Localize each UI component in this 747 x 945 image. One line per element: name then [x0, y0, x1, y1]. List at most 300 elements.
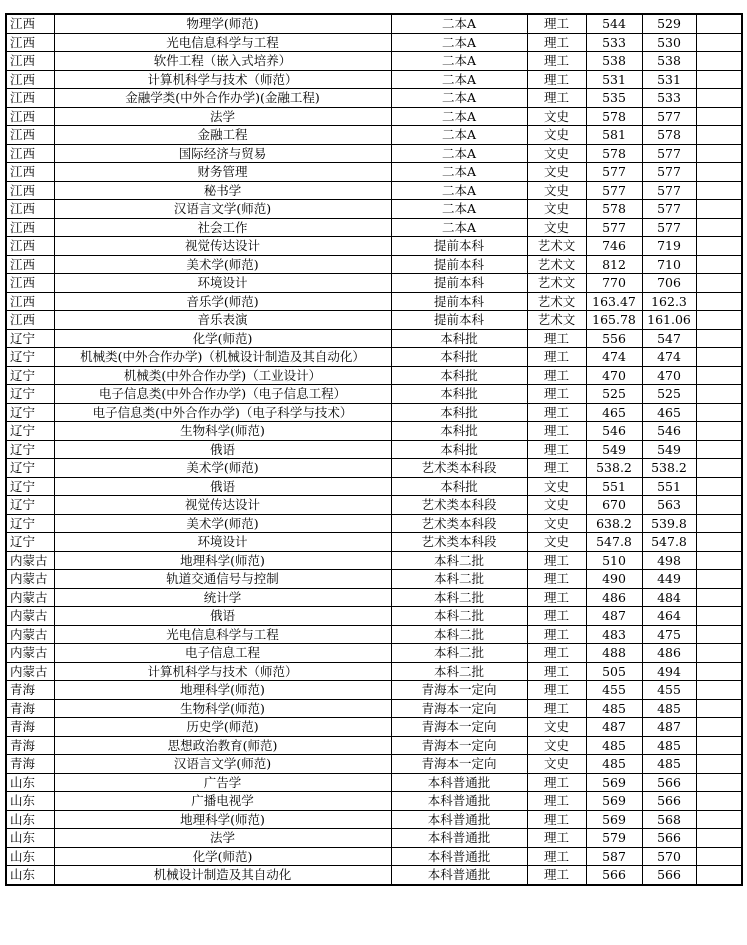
major-cell: 思想政治教育(师范)	[54, 736, 391, 755]
province-cell: 山东	[6, 810, 54, 829]
table-row	[6, 644, 742, 663]
batch-cell: 本科二批	[391, 570, 527, 589]
note-cell	[696, 533, 742, 552]
province-cell: 山东	[6, 866, 54, 885]
note-cell	[696, 311, 742, 330]
province-cell: 江西	[6, 14, 54, 33]
province-cell: 内蒙古	[6, 551, 54, 570]
min-score-cell: 710	[642, 255, 696, 274]
max-score-cell: 569	[586, 792, 642, 811]
min-score-cell: 465	[642, 403, 696, 422]
table-row	[6, 311, 742, 330]
min-score-cell: 485	[642, 736, 696, 755]
min-score-cell: 486	[642, 644, 696, 663]
category-cell: 理工	[527, 662, 586, 681]
major-cell: 俄语	[54, 477, 391, 496]
max-score-cell: 551	[586, 477, 642, 496]
table-row	[6, 681, 742, 700]
table-row	[6, 14, 742, 33]
province-cell: 青海	[6, 718, 54, 737]
province-cell: 江西	[6, 200, 54, 219]
major-cell: 汉语言文学(师范)	[54, 755, 391, 774]
batch-cell: 提前本科	[391, 255, 527, 274]
category-cell: 理工	[527, 644, 586, 663]
province-cell: 江西	[6, 33, 54, 52]
category-cell: 文史	[527, 144, 586, 163]
max-score-cell: 770	[586, 274, 642, 293]
min-score-cell: 577	[642, 107, 696, 126]
min-score-cell: 525	[642, 385, 696, 404]
note-cell	[696, 847, 742, 866]
province-cell: 辽宁	[6, 440, 54, 459]
major-cell: 计算机科学与技术（师范）	[54, 70, 391, 89]
major-cell: 电子信息类(中外合作办学)（电子信息工程）	[54, 385, 391, 404]
note-cell	[696, 755, 742, 774]
major-cell: 金融学类(中外合作办学)(金融工程)	[54, 89, 391, 108]
min-score-cell: 475	[642, 625, 696, 644]
max-score-cell: 670	[586, 496, 642, 515]
batch-cell: 本科批	[391, 477, 527, 496]
batch-cell: 本科二批	[391, 551, 527, 570]
max-score-cell: 577	[586, 163, 642, 182]
note-cell	[696, 681, 742, 700]
batch-cell: 本科普通批	[391, 847, 527, 866]
min-score-cell: 566	[642, 866, 696, 885]
table-row	[6, 422, 742, 441]
major-cell: 地理科学(师范)	[54, 551, 391, 570]
category-cell: 文史	[527, 514, 586, 533]
max-score-cell: 544	[586, 14, 642, 33]
table-row	[6, 459, 742, 478]
table-row	[6, 625, 742, 644]
batch-cell: 青海本一定向	[391, 699, 527, 718]
province-cell: 江西	[6, 89, 54, 108]
table-row	[6, 274, 742, 293]
min-score-cell: 577	[642, 218, 696, 237]
province-cell: 内蒙古	[6, 625, 54, 644]
table-row	[6, 866, 742, 885]
note-cell	[696, 496, 742, 515]
province-cell: 内蒙古	[6, 588, 54, 607]
table-row	[6, 718, 742, 737]
batch-cell: 二本A	[391, 200, 527, 219]
batch-cell: 本科二批	[391, 625, 527, 644]
table-row	[6, 181, 742, 200]
province-cell: 辽宁	[6, 422, 54, 441]
table-row	[6, 385, 742, 404]
batch-cell: 艺术类本科段	[391, 496, 527, 515]
batch-cell: 二本A	[391, 144, 527, 163]
max-score-cell: 549	[586, 440, 642, 459]
max-score-cell: 470	[586, 366, 642, 385]
province-cell: 辽宁	[6, 403, 54, 422]
note-cell	[696, 200, 742, 219]
max-score-cell: 488	[586, 644, 642, 663]
max-score-cell: 546	[586, 422, 642, 441]
note-cell	[696, 588, 742, 607]
province-cell: 辽宁	[6, 514, 54, 533]
min-score-cell: 530	[642, 33, 696, 52]
min-score-cell: 566	[642, 773, 696, 792]
note-cell	[696, 237, 742, 256]
major-cell: 历史学(师范)	[54, 718, 391, 737]
min-score-cell: 547	[642, 329, 696, 348]
major-cell: 化学(师范)	[54, 847, 391, 866]
category-cell: 文史	[527, 477, 586, 496]
min-score-cell: 162.3	[642, 292, 696, 311]
province-cell: 辽宁	[6, 477, 54, 496]
note-cell	[696, 348, 742, 367]
category-cell: 文史	[527, 718, 586, 737]
category-cell: 艺术文	[527, 255, 586, 274]
note-cell	[696, 181, 742, 200]
province-cell: 辽宁	[6, 385, 54, 404]
province-cell: 辽宁	[6, 348, 54, 367]
batch-cell: 提前本科	[391, 292, 527, 311]
table-row	[6, 33, 742, 52]
table-row	[6, 662, 742, 681]
category-cell: 理工	[527, 551, 586, 570]
min-score-cell: 494	[642, 662, 696, 681]
major-cell: 环境设计	[54, 274, 391, 293]
min-score-cell: 485	[642, 755, 696, 774]
major-cell: 软件工程（嵌入式培养）	[54, 52, 391, 71]
major-cell: 广播电视学	[54, 792, 391, 811]
batch-cell: 艺术类本科段	[391, 459, 527, 478]
table-row	[6, 736, 742, 755]
batch-cell: 二本A	[391, 181, 527, 200]
min-score-cell: 531	[642, 70, 696, 89]
max-score-cell: 556	[586, 329, 642, 348]
province-cell: 辽宁	[6, 366, 54, 385]
category-cell: 理工	[527, 440, 586, 459]
batch-cell: 提前本科	[391, 237, 527, 256]
category-cell: 理工	[527, 570, 586, 589]
province-cell: 江西	[6, 163, 54, 182]
note-cell	[696, 274, 742, 293]
batch-cell: 青海本一定向	[391, 736, 527, 755]
category-cell: 理工	[527, 385, 586, 404]
max-score-cell: 587	[586, 847, 642, 866]
min-score-cell: 533	[642, 89, 696, 108]
note-cell	[696, 218, 742, 237]
batch-cell: 本科批	[391, 440, 527, 459]
major-cell: 俄语	[54, 607, 391, 626]
table-row	[6, 348, 742, 367]
category-cell: 理工	[527, 329, 586, 348]
min-score-cell: 578	[642, 126, 696, 145]
major-cell: 视觉传达设计	[54, 496, 391, 515]
max-score-cell: 483	[586, 625, 642, 644]
category-cell: 文史	[527, 200, 586, 219]
major-cell: 金融工程	[54, 126, 391, 145]
batch-cell: 本科批	[391, 366, 527, 385]
category-cell: 理工	[527, 699, 586, 718]
province-cell: 江西	[6, 144, 54, 163]
max-score-cell: 533	[586, 33, 642, 52]
max-score-cell: 538	[586, 52, 642, 71]
max-score-cell: 547.8	[586, 533, 642, 552]
min-score-cell: 538.2	[642, 459, 696, 478]
table-row	[6, 810, 742, 829]
table-row	[6, 496, 742, 515]
major-cell: 化学(师范)	[54, 329, 391, 348]
max-score-cell: 577	[586, 218, 642, 237]
min-score-cell: 538	[642, 52, 696, 71]
max-score-cell: 485	[586, 755, 642, 774]
min-score-cell: 570	[642, 847, 696, 866]
major-cell: 地理科学(师范)	[54, 681, 391, 700]
province-cell: 山东	[6, 773, 54, 792]
admission-scores-table	[5, 13, 743, 886]
category-cell: 理工	[527, 459, 586, 478]
batch-cell: 二本A	[391, 70, 527, 89]
province-cell: 江西	[6, 181, 54, 200]
min-score-cell: 484	[642, 588, 696, 607]
category-cell: 理工	[527, 52, 586, 71]
max-score-cell: 579	[586, 829, 642, 848]
table-row	[6, 126, 742, 145]
batch-cell: 本科普通批	[391, 773, 527, 792]
table-row	[6, 403, 742, 422]
max-score-cell: 531	[586, 70, 642, 89]
max-score-cell: 578	[586, 107, 642, 126]
note-cell	[696, 551, 742, 570]
table-row	[6, 89, 742, 108]
table-row	[6, 163, 742, 182]
major-cell: 轨道交通信号与控制	[54, 570, 391, 589]
category-cell: 文史	[527, 736, 586, 755]
table-row	[6, 773, 742, 792]
major-cell: 秘书学	[54, 181, 391, 200]
major-cell: 广告学	[54, 773, 391, 792]
batch-cell: 本科普通批	[391, 792, 527, 811]
max-score-cell: 812	[586, 255, 642, 274]
category-cell: 艺术文	[527, 274, 586, 293]
major-cell: 社会工作	[54, 218, 391, 237]
note-cell	[696, 662, 742, 681]
min-score-cell: 464	[642, 607, 696, 626]
province-cell: 青海	[6, 681, 54, 700]
batch-cell: 本科批	[391, 385, 527, 404]
category-cell: 理工	[527, 773, 586, 792]
major-cell: 音乐学(师范)	[54, 292, 391, 311]
batch-cell: 二本A	[391, 126, 527, 145]
note-cell	[696, 52, 742, 71]
batch-cell: 本科批	[391, 329, 527, 348]
note-cell	[696, 514, 742, 533]
major-cell: 机械类(中外合作办学)（工业设计）	[54, 366, 391, 385]
min-score-cell: 706	[642, 274, 696, 293]
note-cell	[696, 718, 742, 737]
category-cell: 文史	[527, 107, 586, 126]
table-row	[6, 699, 742, 718]
batch-cell: 本科二批	[391, 662, 527, 681]
table-row	[6, 237, 742, 256]
category-cell: 理工	[527, 403, 586, 422]
table-row	[6, 292, 742, 311]
batch-cell: 提前本科	[391, 274, 527, 293]
max-score-cell: 486	[586, 588, 642, 607]
province-cell: 江西	[6, 255, 54, 274]
category-cell: 理工	[527, 89, 586, 108]
table-row	[6, 829, 742, 848]
max-score-cell: 578	[586, 200, 642, 219]
batch-cell: 青海本一定向	[391, 681, 527, 700]
max-score-cell: 538.2	[586, 459, 642, 478]
major-cell: 物理学(师范)	[54, 14, 391, 33]
max-score-cell: 163.47	[586, 292, 642, 311]
note-cell	[696, 866, 742, 885]
table-row	[6, 366, 742, 385]
batch-cell: 艺术类本科段	[391, 533, 527, 552]
table-row	[6, 533, 742, 552]
province-cell: 山东	[6, 792, 54, 811]
major-cell: 环境设计	[54, 533, 391, 552]
min-score-cell: 161.06	[642, 311, 696, 330]
note-cell	[696, 792, 742, 811]
province-cell: 辽宁	[6, 533, 54, 552]
table-row	[6, 218, 742, 237]
note-cell	[696, 644, 742, 663]
category-cell: 文史	[527, 126, 586, 145]
major-cell: 计算机科学与技术（师范）	[54, 662, 391, 681]
batch-cell: 二本A	[391, 107, 527, 126]
min-score-cell: 568	[642, 810, 696, 829]
max-score-cell: 165.78	[586, 311, 642, 330]
major-cell: 机械类(中外合作办学)（机械设计制造及其自动化）	[54, 348, 391, 367]
note-cell	[696, 33, 742, 52]
province-cell: 内蒙古	[6, 662, 54, 681]
category-cell: 理工	[527, 33, 586, 52]
note-cell	[696, 810, 742, 829]
note-cell	[696, 14, 742, 33]
min-score-cell: 566	[642, 792, 696, 811]
table-row	[6, 52, 742, 71]
table-row	[6, 477, 742, 496]
note-cell	[696, 107, 742, 126]
province-cell: 内蒙古	[6, 607, 54, 626]
province-cell: 辽宁	[6, 459, 54, 478]
major-cell: 视觉传达设计	[54, 237, 391, 256]
min-score-cell: 498	[642, 551, 696, 570]
min-score-cell: 577	[642, 163, 696, 182]
category-cell: 文史	[527, 496, 586, 515]
note-cell	[696, 366, 742, 385]
max-score-cell: 490	[586, 570, 642, 589]
category-cell: 文史	[527, 755, 586, 774]
major-cell: 统计学	[54, 588, 391, 607]
max-score-cell: 569	[586, 810, 642, 829]
table-row	[6, 588, 742, 607]
note-cell	[696, 89, 742, 108]
min-score-cell: 577	[642, 181, 696, 200]
major-cell: 俄语	[54, 440, 391, 459]
table-row	[6, 440, 742, 459]
province-cell: 青海	[6, 699, 54, 718]
min-score-cell: 546	[642, 422, 696, 441]
category-cell: 理工	[527, 810, 586, 829]
max-score-cell: 485	[586, 699, 642, 718]
note-cell	[696, 440, 742, 459]
batch-cell: 本科批	[391, 348, 527, 367]
category-cell: 理工	[527, 70, 586, 89]
max-score-cell: 465	[586, 403, 642, 422]
province-cell: 江西	[6, 311, 54, 330]
table-row	[6, 514, 742, 533]
category-cell: 艺术文	[527, 237, 586, 256]
batch-cell: 本科批	[391, 422, 527, 441]
province-cell: 内蒙古	[6, 644, 54, 663]
major-cell: 电子信息工程	[54, 644, 391, 663]
note-cell	[696, 699, 742, 718]
table-row	[6, 107, 742, 126]
category-cell: 理工	[527, 829, 586, 848]
table-row	[6, 200, 742, 219]
batch-cell: 本科二批	[391, 644, 527, 663]
min-score-cell: 539.8	[642, 514, 696, 533]
category-cell: 理工	[527, 14, 586, 33]
max-score-cell: 569	[586, 773, 642, 792]
major-cell: 财务管理	[54, 163, 391, 182]
batch-cell: 本科二批	[391, 588, 527, 607]
category-cell: 理工	[527, 607, 586, 626]
category-cell: 文史	[527, 181, 586, 200]
major-cell: 美术学(师范)	[54, 255, 391, 274]
category-cell: 理工	[527, 366, 586, 385]
batch-cell: 二本A	[391, 33, 527, 52]
category-cell: 文史	[527, 533, 586, 552]
table-row	[6, 847, 742, 866]
major-cell: 汉语言文学(师范)	[54, 200, 391, 219]
min-score-cell: 547.8	[642, 533, 696, 552]
min-score-cell: 474	[642, 348, 696, 367]
min-score-cell: 577	[642, 144, 696, 163]
province-cell: 江西	[6, 126, 54, 145]
category-cell: 文史	[527, 218, 586, 237]
min-score-cell: 566	[642, 829, 696, 848]
note-cell	[696, 607, 742, 626]
batch-cell: 本科普通批	[391, 810, 527, 829]
min-score-cell: 563	[642, 496, 696, 515]
major-cell: 美术学(师范)	[54, 459, 391, 478]
major-cell: 法学	[54, 829, 391, 848]
min-score-cell: 551	[642, 477, 696, 496]
batch-cell: 本科普通批	[391, 829, 527, 848]
batch-cell: 二本A	[391, 163, 527, 182]
min-score-cell: 549	[642, 440, 696, 459]
major-cell: 音乐表演	[54, 311, 391, 330]
batch-cell: 艺术类本科段	[391, 514, 527, 533]
province-cell: 辽宁	[6, 329, 54, 348]
province-cell: 山东	[6, 829, 54, 848]
note-cell	[696, 385, 742, 404]
note-cell	[696, 773, 742, 792]
major-cell: 电子信息类(中外合作办学)（电子科学与技术）	[54, 403, 391, 422]
note-cell	[696, 126, 742, 145]
category-cell: 理工	[527, 348, 586, 367]
major-cell: 美术学(师范)	[54, 514, 391, 533]
province-cell: 江西	[6, 70, 54, 89]
max-score-cell: 577	[586, 181, 642, 200]
note-cell	[696, 422, 742, 441]
province-cell: 江西	[6, 218, 54, 237]
max-score-cell: 485	[586, 736, 642, 755]
category-cell: 艺术文	[527, 292, 586, 311]
note-cell	[696, 570, 742, 589]
batch-cell: 提前本科	[391, 311, 527, 330]
max-score-cell: 535	[586, 89, 642, 108]
